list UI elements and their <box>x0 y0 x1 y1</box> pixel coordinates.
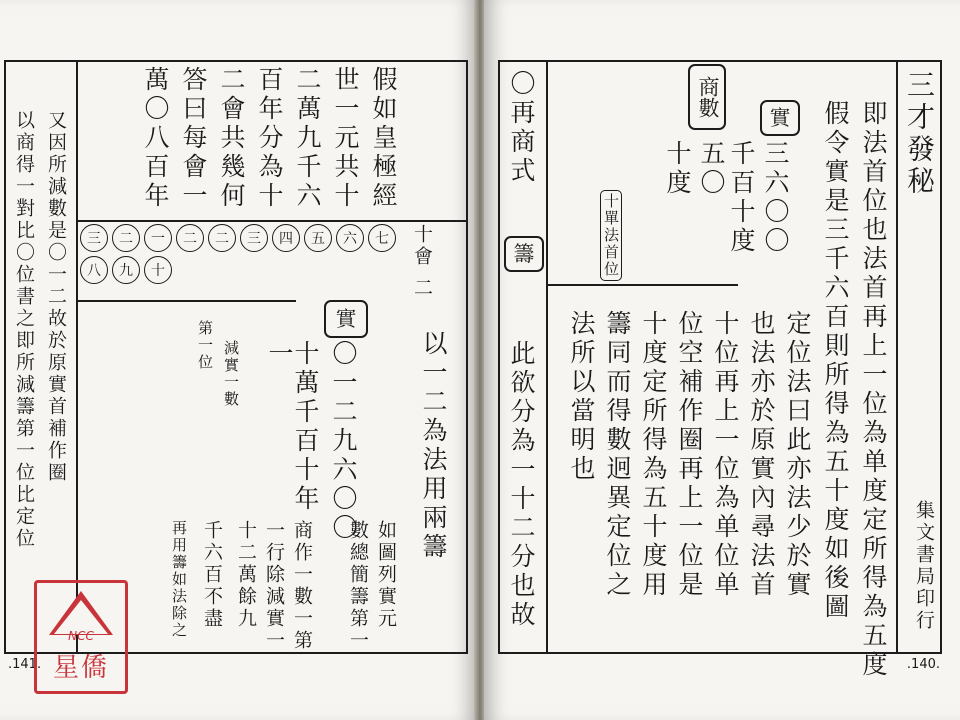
circle: 六 <box>336 224 364 252</box>
top-block-col-1: 假如皇極經 <box>369 66 398 211</box>
circle: 一 <box>144 224 172 252</box>
shang-small: 十單法首位 <box>600 190 622 281</box>
book-title: 三才發秘 <box>903 70 936 198</box>
top-block-col-6: 答曰每會一 <box>179 66 208 211</box>
circle: 三 <box>240 224 268 252</box>
top-block-col-2: 世一元共十 <box>331 66 360 211</box>
center-small-1: 減實一數 <box>222 340 240 408</box>
page-number-right: .140. <box>906 657 940 672</box>
shang-tag: 商數 <box>688 64 726 130</box>
circle: 八 <box>80 256 108 284</box>
page-number-left: .141. <box>8 657 42 672</box>
circle: 二 <box>176 224 204 252</box>
shi-line-right-2: 千百十度 <box>727 140 756 256</box>
left-page <box>0 0 476 720</box>
circle: 十 <box>144 256 172 284</box>
center-col: 一 <box>265 340 294 369</box>
middle-line-1: 如圖列實元 <box>375 520 397 630</box>
left-col-2: 以商得一對比〇位書之即所減籌第一位比定位 <box>13 110 35 550</box>
shi-tag: 實 <box>324 300 368 338</box>
right-left-col-1: 〇再商式 <box>507 70 536 186</box>
middle-line-3: 商作一數一第 <box>291 520 313 652</box>
ding-col-6: 籌同而得數迥異定位之 <box>603 310 632 600</box>
circle: 七 <box>368 224 396 252</box>
right-left-col-2: 此欲分為一十二分也故 <box>507 340 536 630</box>
right-divider-2 <box>546 60 548 652</box>
middle-line-7: 再用籌如法除之 <box>170 520 188 639</box>
shi-line-2: 十萬千百十年 <box>291 340 320 514</box>
left-divider <box>76 60 78 652</box>
right-col-2: 假令實是三千六百則所得為五十度如後圖 <box>821 100 850 622</box>
circle: 三 <box>80 224 108 252</box>
top-block-col-3: 二萬九千六 <box>293 66 322 211</box>
left-divider-top <box>76 220 466 222</box>
ncc-stamp <box>34 580 128 694</box>
circle: 九 <box>112 256 140 284</box>
publisher: 集文書局印行 <box>913 500 935 632</box>
right-divider <box>896 60 898 652</box>
top-block-col-5: 二會共幾何 <box>217 66 246 211</box>
right-col-1: 即法首位也法首再上一位為单度定所得為五度 <box>859 100 888 680</box>
ding-col-2: 也法亦於原實內尋法首 <box>747 310 776 600</box>
side-mark: 十會 二 <box>411 224 433 300</box>
shi-line-right-1: 三六〇〇 <box>761 140 790 256</box>
circle: 二 <box>112 224 140 252</box>
center-small-2: 第一位 <box>196 320 214 371</box>
stamp-ncc: NCC <box>68 629 94 643</box>
shang-box-line <box>548 284 738 286</box>
left-col-1: 又因所減數是〇一二故於原實首補作圈 <box>45 110 67 484</box>
circle: 五 <box>304 224 332 252</box>
shang-line-1: 五〇 <box>697 140 726 198</box>
shi-line-1: 〇一二九六〇〇 <box>329 340 358 543</box>
shi-tag-right: 實 <box>760 100 800 136</box>
ding-col-4: 位空補作圈再上一位是 <box>675 310 704 600</box>
middle-line-4: 一行除減實一 <box>263 520 285 652</box>
middle-line-2: 數總簡籌第一 <box>347 520 369 652</box>
chou-tag: 籌 <box>504 236 544 272</box>
right-page <box>484 0 960 720</box>
ding-col-7: 法所以當明也 <box>567 310 596 484</box>
top-block-col-4: 百年分為十 <box>255 66 284 211</box>
middle-line-5: 十二萬餘九 <box>235 520 257 630</box>
shang-line-2: 十度 <box>663 140 692 198</box>
middle-line-6: 千六百不盡 <box>201 520 223 630</box>
ding-col-1: 定位法曰此亦法少於實 <box>783 310 812 600</box>
top-block-col-7: 萬〇八百年 <box>141 66 170 211</box>
ding-col-3: 十位再上一位為单位单 <box>711 310 740 600</box>
circle: 四 <box>272 224 300 252</box>
law-col: 以一二為法用兩籌 <box>419 330 448 562</box>
ding-col-5: 十度定所得為五十度用 <box>639 310 668 600</box>
stamp-name: 星僑 <box>52 653 109 683</box>
circle: 二 <box>208 224 236 252</box>
